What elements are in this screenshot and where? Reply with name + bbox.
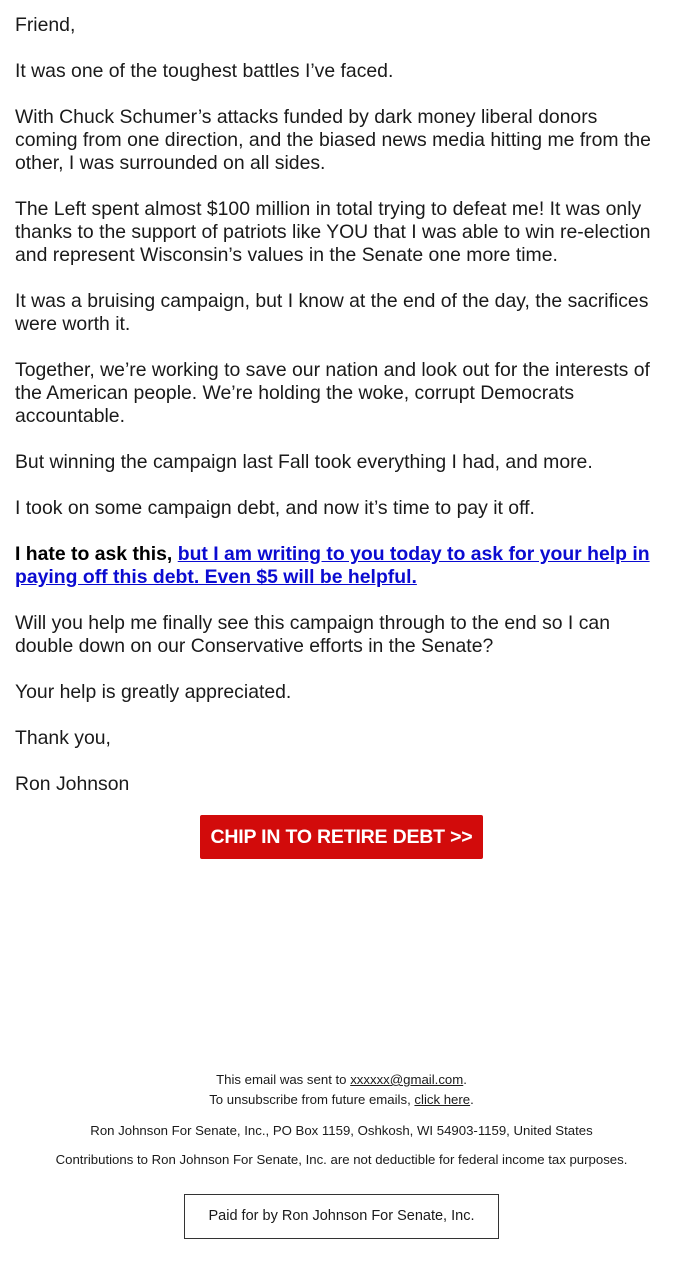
paragraph-campaign-debt: I took on some campaign debt, and now it’s time to pay it off. (15, 497, 535, 519)
unsubscribe-link[interactable]: click here (414, 1092, 471, 1107)
paragraph-together: Together, we’re working to save our nation and look out for the interests of the American people. We’re holding the woke, corrupt Democrats accountable. (15, 359, 650, 427)
paragraph-winning-campaign: But winning the campaign last Fall took everything I had, and more. (15, 451, 593, 473)
chip-in-button[interactable]: CHIP IN TO RETIRE DEBT >> (200, 815, 484, 859)
ask-lead-text: I hate to ask this, (15, 543, 173, 565)
sent-to-suffix: . (463, 1072, 467, 1087)
sent-to-line (0, 1070, 683, 1090)
paragraph-schumer-attacks: With Chuck Schumer’s attacks funded by dark money liberal donors coming from one direction, and the biased news media hitting me from the other, I was surrounded on all sides. (15, 106, 651, 174)
unsubscribe-prefix: To unsubscribe from future emails, (209, 1092, 411, 1107)
paragraph-toughest-battles: It was one of the toughest battles I’ve faced. (15, 60, 394, 82)
paragraph-will-you-help: Will you help me finally see this campaign through to the end so I can double down on our Conservative efforts in the Senate? (15, 612, 610, 657)
cta-container (0, 815, 683, 859)
paragraph-ask (15, 543, 665, 589)
paragraph-left-spent: The Left spent almost $100 million in total trying to defeat me! It was only thanks to the support of patriots like YOU that I was able to win re-election and represent Wisconsin’s values in the Senate one more time. (15, 198, 651, 266)
signature: Ron Johnson (15, 773, 130, 795)
paragraph-bruising-campaign: It was a bruising campaign, but I know at the end of the day, the sacrifices were worth it. (15, 290, 649, 335)
email-body (15, 14, 665, 819)
email-footer (0, 1070, 683, 1170)
closing: Thank you, (15, 727, 111, 749)
paragraph-appreciated: Your help is greatly appreciated. (15, 681, 292, 703)
sent-to-prefix: This email was sent to (216, 1072, 347, 1087)
unsubscribe-suffix: . (470, 1092, 474, 1107)
tax-notice: Contributions to Ron Johnson For Senate, Inc. are not deductible for federal income tax purposes. (55, 1152, 628, 1167)
paid-for-disclaimer: Paid for by Ron Johnson For Senate, Inc. (184, 1194, 499, 1239)
recipient-email-link[interactable]: xxxxxx@gmail.com (350, 1072, 464, 1087)
greeting: Friend, (15, 14, 76, 36)
unsubscribe-line (0, 1090, 683, 1110)
donate-ask-link[interactable]: but I am writing to you today to ask for your help in paying off this debt. Even $5 will be helpful. (15, 543, 650, 588)
mailing-address: Ron Johnson For Senate, Inc., PO Box 1159, Oshkosh, WI 54903-1159, United States (90, 1123, 593, 1138)
